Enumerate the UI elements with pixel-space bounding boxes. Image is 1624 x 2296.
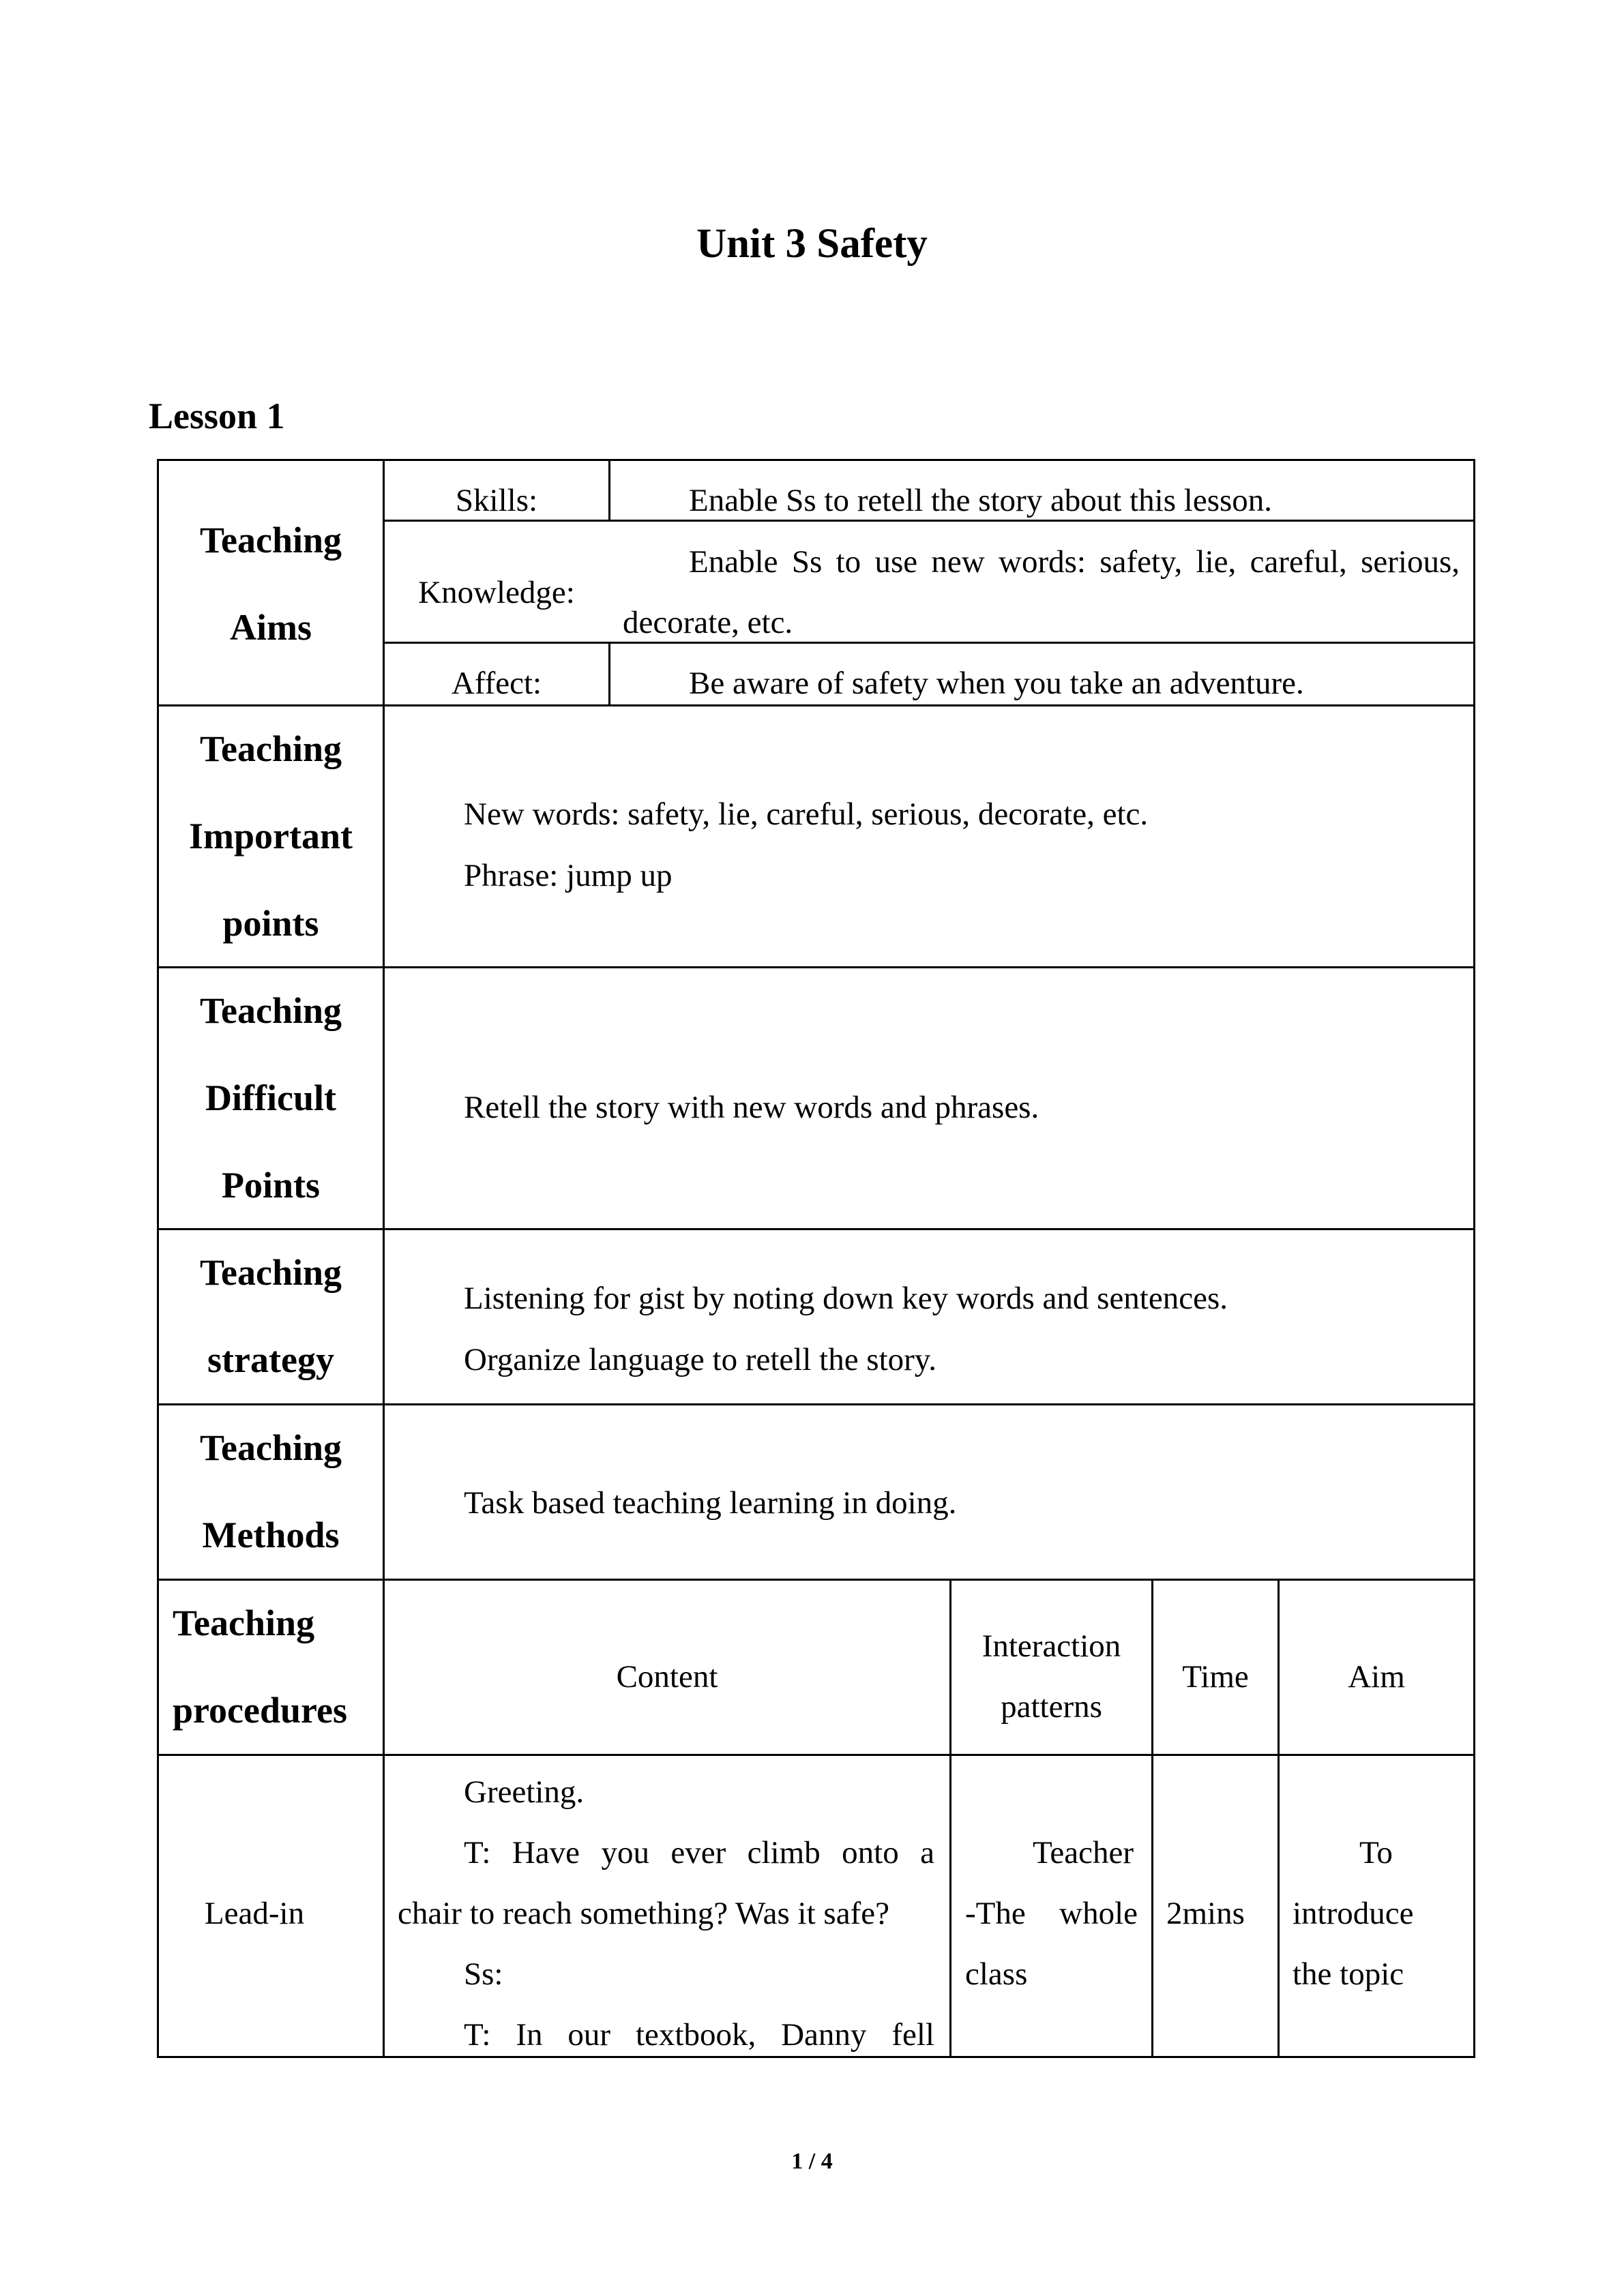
lead-in-aim-line3: the topic <box>1293 1956 1404 1992</box>
aims-row-divider <box>383 642 1475 644</box>
table-border-top <box>157 459 1475 461</box>
lead-in-content-line3: chair to reach something? Was it safe? <box>398 1896 889 1931</box>
affect-text: Be aware of safety when you take an adventure. <box>689 666 1304 701</box>
important-points-label: Teaching Important points <box>189 728 353 944</box>
knowledge-text-line1: Enable Ss to use new words: safety, lie, careful, serious, <box>689 544 1460 580</box>
knowledge-text-line2: decorate, etc. <box>623 605 793 640</box>
column-header-content: Content <box>616 1659 718 1695</box>
lead-in-stage: Lead-in <box>204 1896 305 1931</box>
affect-label: Affect: <box>451 666 542 701</box>
lead-in-time: 2mins <box>1166 1896 1245 1931</box>
lead-in-interaction-line3: class <box>965 1956 1028 1992</box>
lead-in-interaction-line2: -The whole <box>965 1896 1138 1931</box>
methods-text: Task based teaching learning in doing. <box>464 1485 957 1521</box>
lead-in-interaction-line1: Teacher <box>1033 1835 1134 1870</box>
column-header-time: Time <box>1182 1659 1249 1695</box>
column-header-interaction: Interaction patterns <box>981 1628 1121 1725</box>
important-points-line2: Phrase: jump up <box>464 858 673 893</box>
important-points-line1: New words: safety, lie, careful, serious, decorate, etc. <box>464 796 1149 832</box>
methods-label: Teaching Methods <box>199 1427 342 1555</box>
page-number: 1 / 4 <box>791 2149 833 2174</box>
strategy-line2: Organize language to retell the story. <box>464 1342 936 1377</box>
strategy-line1: Listening for gist by noting down key words and sentences. <box>464 1281 1228 1316</box>
difficult-points-text: Retell the story with new words and phrases. <box>464 1090 1039 1125</box>
difficult-points-label: Teaching Difficult Points <box>199 990 342 1206</box>
strategy-label: Teaching strategy <box>199 1252 342 1380</box>
aims-column-divider <box>608 642 610 706</box>
skills-text: Enable Ss to retell the story about this lesson. <box>689 483 1273 518</box>
aims-column-divider <box>608 459 610 520</box>
lead-in-aim-line1: To <box>1359 1835 1393 1870</box>
lead-in-content-line4: Ss: <box>464 1956 503 1992</box>
table-border-right <box>1473 459 1475 2058</box>
knowledge-label: Knowledge: <box>418 575 575 610</box>
procedures-label: Teaching procedures <box>173 1602 347 1731</box>
skills-label: Skills: <box>455 483 538 518</box>
teaching-aims-label: Teaching Aims <box>199 520 342 648</box>
lead-in-content-line5: T: In our textbook, Danny fell <box>464 2017 934 2053</box>
lesson-title: Lesson 1 <box>149 396 285 436</box>
lead-in-aim-line2: introduce <box>1293 1896 1414 1931</box>
lead-in-content-line2: T: Have you ever climb onto a <box>464 1835 934 1870</box>
page-title: Unit 3 Safety <box>696 221 928 267</box>
column-header-aim: Aim <box>1348 1659 1405 1695</box>
lead-in-content-line1: Greeting. <box>464 1774 585 1810</box>
